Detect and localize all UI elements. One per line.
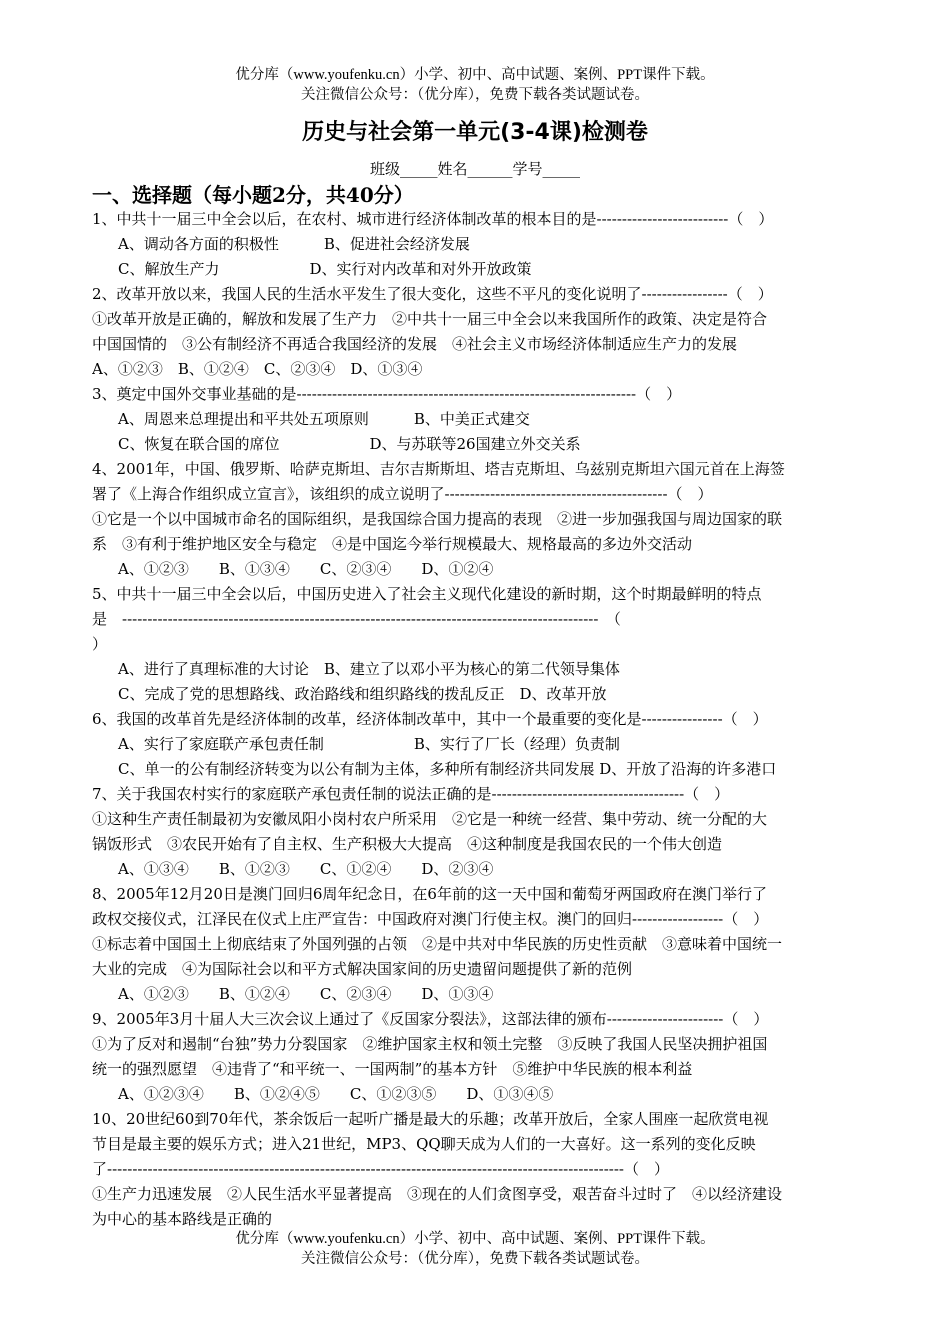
option-line: A、①②③ B、①②④ C、②③④ D、①③④ xyxy=(92,360,423,378)
question-line: 署了《上海合作组织成立宣言》，该组织的成立说明了--------------------------------------------（ ） xyxy=(92,485,713,503)
question-line: 节目是最主要的娱乐方式；进入21世纪，MP3、QQ聊天成为人们的一大喜好。这一系列的变化反映 xyxy=(92,1135,756,1153)
statement-line: ①为了反对和遏制“台独”势力分裂国家 ②维护国家主权和领土完整 ③反映了我国人民坚决拥护祖国 xyxy=(92,1035,768,1053)
question-line: 8、2005年12月20日是澳门回归6周年纪念日，在6年前的这一天中国和葡萄牙两国政府在澳门举行了 xyxy=(92,885,767,903)
statement-line: 大业的完成 ④为国际社会以和平方式解决国家间的历史遗留问题提供了新的范例 xyxy=(92,960,633,978)
question-list xyxy=(92,207,862,1232)
statement-line: ①这种生产责任制最初为安徽凤阳小岗村农户所采用 ②它是一种统一经营、集中劳动、统一分配的大 xyxy=(92,810,768,828)
statement-line: ①改革开放是正确的，解放和发展了生产力 ②中共十一届三中全会以来我国所作的政策、决定是符合 xyxy=(92,310,768,328)
section-heading: 一、选择题（每小题2分，共40分） xyxy=(92,183,414,207)
question-line: 5、中共十一届三中全会以后，中国历史进入了社会主义现代化建设的新时期，这个时期最鲜明的特点 xyxy=(92,585,762,603)
option-line: A、①②③ B、①③④ C、②③④ D、①②④ xyxy=(118,560,494,578)
option-line: A、①②③ B、①②④ C、②③④ D、①③④ xyxy=(118,985,494,1003)
question-line: 1、中共十一届三中全会以后，在农村、城市进行经济体制改革的根本目的是--------------------------（ ） xyxy=(92,210,774,228)
question-line: 是 ---------------------------------------------------------------------------------------------- （ xyxy=(92,610,621,628)
question-line: 7、关于我国农村实行的家庭联产承包责任制的说法正确的是--------------------------------------（ ） xyxy=(92,785,730,803)
question-line: 2、改革开放以来，我国人民的生活水平发生了很大变化，这些不平凡的变化说明了-----------------（ ） xyxy=(92,285,773,303)
header-line-2: 关注微信公众号：（优分库），免费下载各类试题试卷。 xyxy=(301,87,649,103)
question-line: 10、20世纪60到70年代，茶余饭后一起听广播是最大的乐趣；改革开放后，全家人围座一起欣赏电视 xyxy=(92,1110,769,1128)
question-line: 3、奠定中国外交事业基础的是-------------------------------------------------------------------（ ） xyxy=(92,385,682,403)
question-line: 政权交接仪式，江泽民在仪式上庄严宣告：中国政府对澳门行使主权。澳门的回归------------------（ ） xyxy=(92,910,769,928)
header-line-1: 优分库（www.youfenku.cn）小学、初中、高中试题、案例、PPT课件下载。 xyxy=(235,67,715,83)
option-line: A、①②③④ B、①②④⑤ C、①②③⑤ D、①③④⑤ xyxy=(118,1085,554,1103)
question-line: ） xyxy=(92,635,108,653)
option-line: A、①③④ B、①②③ C、①②④ D、②③④ xyxy=(118,860,494,878)
question-line: 9、2005年3月十届人大三次会议上通过了《反国家分裂法》，这部法律的颁布-----------------------（ ） xyxy=(92,1010,769,1028)
statement-line: ①生产力迅速发展 ②人民生活水平显著提高 ③现在的人们贪图享受，艰苦奋斗过时了 ④以经济建设 xyxy=(92,1185,783,1203)
option-line: C、恢复在联合国的席位 D、与苏联等26国建立外交关系 xyxy=(118,435,581,453)
option-line: C、完成了党的思想路线、政治路线和组织路线的拨乱反正 D、改革开放 xyxy=(118,685,607,703)
statement-line: 为中心的基本路线是正确的 xyxy=(92,1210,273,1228)
option-line: A、进行了真理标准的大讨论 B、建立了以邓小平为核心的第二代领导集体 xyxy=(118,660,620,678)
option-line: C、单一的公有制经济转变为以公有制为主体，多种所有制经济共同发展 D、开放了沿海的许多港口 xyxy=(118,760,777,778)
page-title: 历史与社会第一单元(3-4课)检测卷 xyxy=(302,120,648,145)
option-line: A、调动各方面的积极性 B、促进社会经济发展 xyxy=(118,235,470,253)
statement-line: ①标志着中国国土上彻底结束了外国列强的占领 ②是中共对中华民族的历史性贡献 ③意味着中国统一 xyxy=(92,935,783,953)
option-line: C、解放生产力 D、实行对内改革和对外开放政策 xyxy=(118,260,532,278)
option-line: A、实行了家庭联产承包责任制 B、实行了厂长（经理）负责制 xyxy=(118,735,620,753)
statement-line: 中国国情的 ③公有制经济不再适合我国经济的发展 ④社会主义市场经济体制适应生产力的发展 xyxy=(92,335,738,353)
statement-line: 系 ③有利于维护地区安全与稳定 ④是中国迄今举行规模最大、规格最高的多边外交活动 xyxy=(92,535,693,553)
option-line: A、周恩来总理提出和平共处五项原则 B、中美正式建交 xyxy=(118,410,530,428)
question-line: 4、2001年，中国、俄罗斯、哈萨克斯坦、吉尔吉斯斯坦、塔吉克斯坦、乌兹别克斯坦六国元首在上海签 xyxy=(92,460,785,478)
question-line: 6、我国的改革首先是经济体制的改革，经济体制改革中，其中一个最重要的变化是----------------（ ） xyxy=(92,710,768,728)
class-name-id-line: 班级_____姓名______学号_____ xyxy=(369,160,580,178)
statement-line: ①它是一个以中国城市命名的国际组织，是我国综合国力提高的表现 ②进一步加强我国与周边国家的联 xyxy=(92,510,783,528)
statement-line: 统一的强烈愿望 ④违背了“和平统一、一国两制”的基本方针 ⑤维护中华民族的根本利益 xyxy=(92,1060,693,1078)
footer-line-2: 关注微信公众号：（优分库），免费下载各类试题试卷。 xyxy=(301,1251,649,1267)
footer-line-1: 优分库（www.youfenku.cn）小学、初中、高中试题、案例、PPT课件下载。 xyxy=(235,1231,715,1247)
question-line: 了------------------------------------------------------------------------------------------------------（ ） xyxy=(92,1160,669,1178)
statement-line: 锅饭形式 ③农民开始有了自主权、生产积极大大提高 ④这种制度是我国农民的一个伟大创造 xyxy=(92,835,723,853)
